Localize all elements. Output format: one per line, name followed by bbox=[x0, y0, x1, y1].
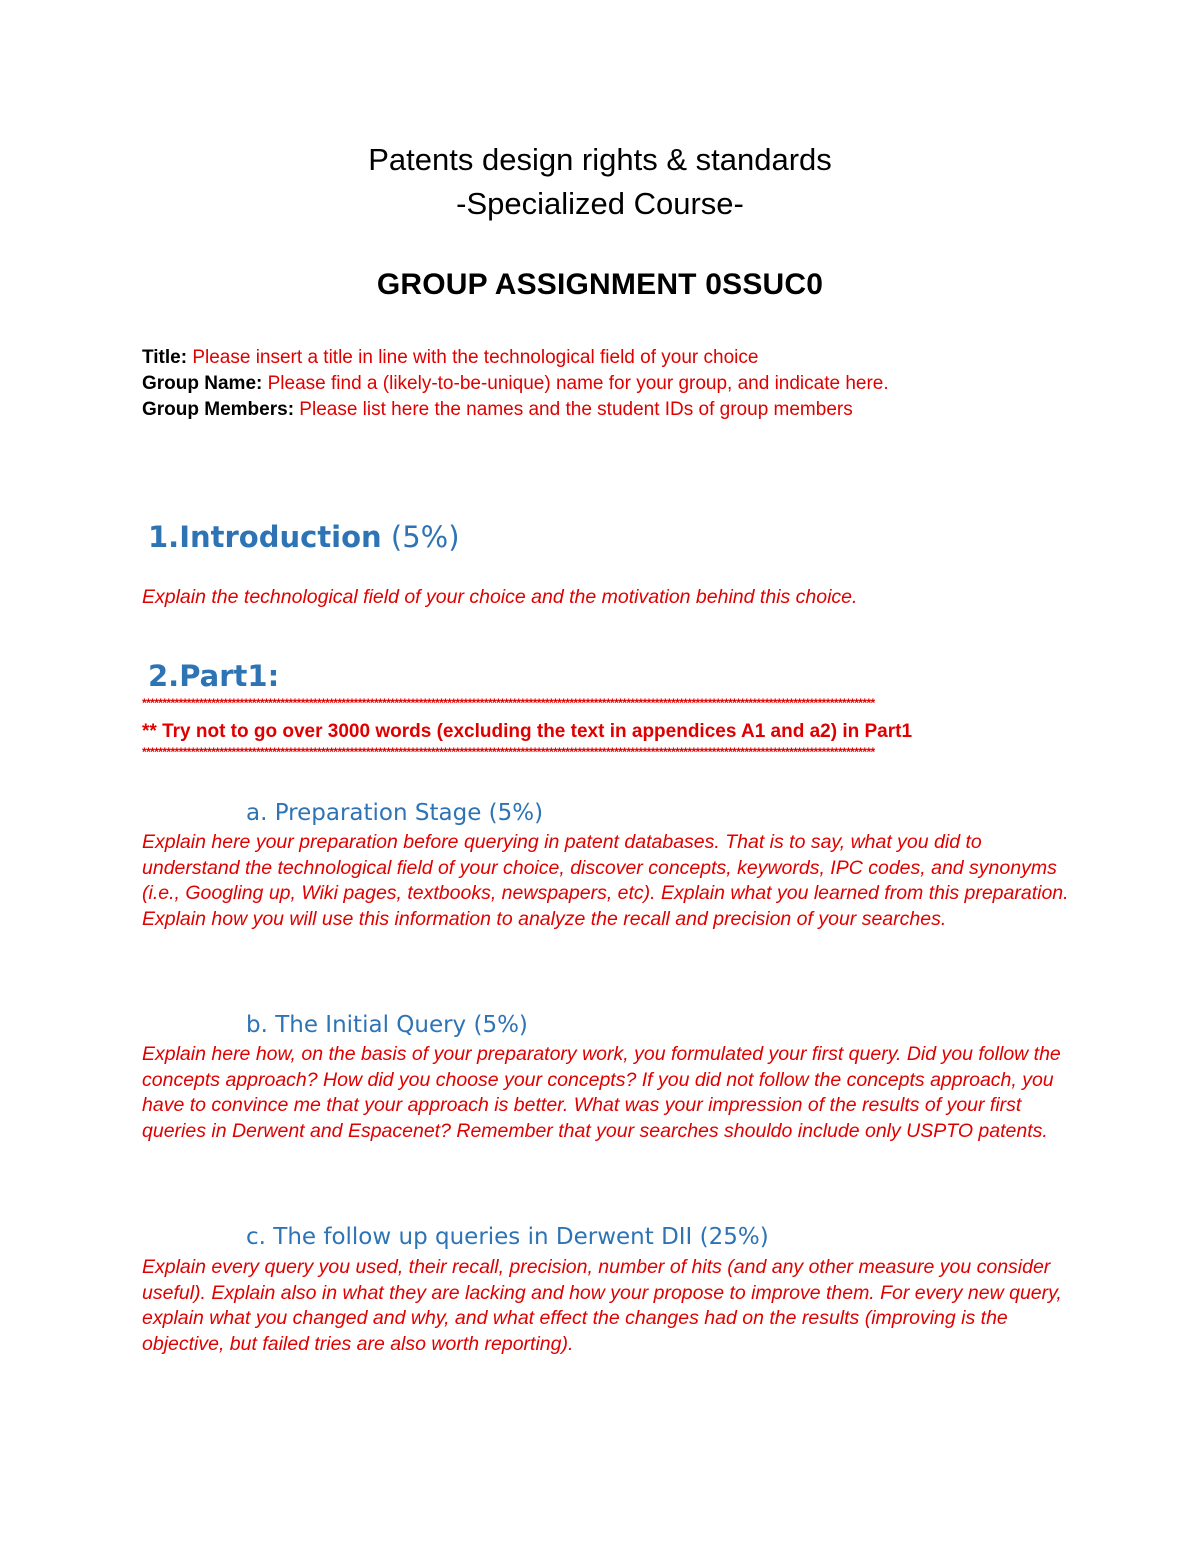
section-c-heading: c. The follow up queries in Derwent DII (25%) bbox=[246, 1224, 769, 1250]
section-b-heading: b. The Initial Query (5%) bbox=[246, 1012, 528, 1038]
section-a-heading: a. Preparation Stage (5%) bbox=[246, 800, 544, 826]
intro-text: Explain the technological field of your choice and the motivation behind this choice. bbox=[142, 586, 858, 608]
meta-members-label: Group Members: bbox=[142, 399, 295, 420]
part1-heading bbox=[148, 659, 279, 693]
meta-title-text: Please insert a title in line with the technological field of your choice bbox=[187, 347, 759, 368]
intro-heading-label: 1.Introduction bbox=[148, 520, 382, 554]
part1-heading-label: 2.Part1: bbox=[148, 659, 280, 693]
meta-group-name-text: Please find a (likely-to-be-unique) name for your group, and indicate here. bbox=[262, 373, 889, 394]
stars-divider-top: ************************************************************************************************************************************************************************************ bbox=[142, 697, 875, 709]
stars-divider-bottom: ************************************************************************************************************************************************************************************ bbox=[142, 746, 875, 758]
course-subtitle: -Specialized Course- bbox=[456, 186, 744, 221]
assignment-title: GROUP ASSIGNMENT 0SSUC0 bbox=[376, 268, 824, 301]
meta-group-name-line bbox=[142, 373, 889, 395]
meta-title-line bbox=[142, 347, 758, 369]
section-b-text: Explain here how, on the basis of your preparatory work, you formulated your first query. Did you follow the concepts approach? How did you choose your concepts? If you did not follow the concepts approach, you have to convince me that your approach is better. What was your impression of the results of your first queries in Derwent and Espacenet? Remember that your searches shouldo include only USPTO patents. bbox=[142, 1043, 1061, 1142]
meta-members-line bbox=[142, 399, 853, 421]
meta-group-name-label: Group Name: bbox=[142, 373, 263, 394]
section-a-text: Explain here your preparation before querying in patent databases. That is to say, what you did to understand the technological field of your choice, discover concepts, keywords, IPC codes, and synonyms (i.e., Googling up, Wiki pages, textbooks, newspapers, etc). Explain what you learned from this preparation. Explain how you will use this information to analyze the recall and precision of your searches. bbox=[142, 831, 1069, 930]
word-limit-warning: ** Try not to go over 3000 words (excluding the text in appendices A1 and a2) in Part1 bbox=[142, 721, 913, 742]
section-c-text: Explain every query you used, their recall, precision, number of hits (and any other measure you consider useful). Explain also in what they are lacking and how your propose to improve them. For every new query, explain what you changed and why, and what effect the changes had on the results (improving is the objective, but failed tries are also worth reporting). bbox=[142, 1256, 1062, 1355]
meta-title-label: Title: bbox=[142, 347, 188, 368]
course-title: Patents design rights & standards bbox=[368, 142, 832, 177]
intro-heading-weight: (5%) bbox=[381, 520, 460, 554]
intro-heading bbox=[148, 520, 460, 554]
meta-members-text: Please list here the names and the student IDs of group members bbox=[294, 399, 853, 420]
